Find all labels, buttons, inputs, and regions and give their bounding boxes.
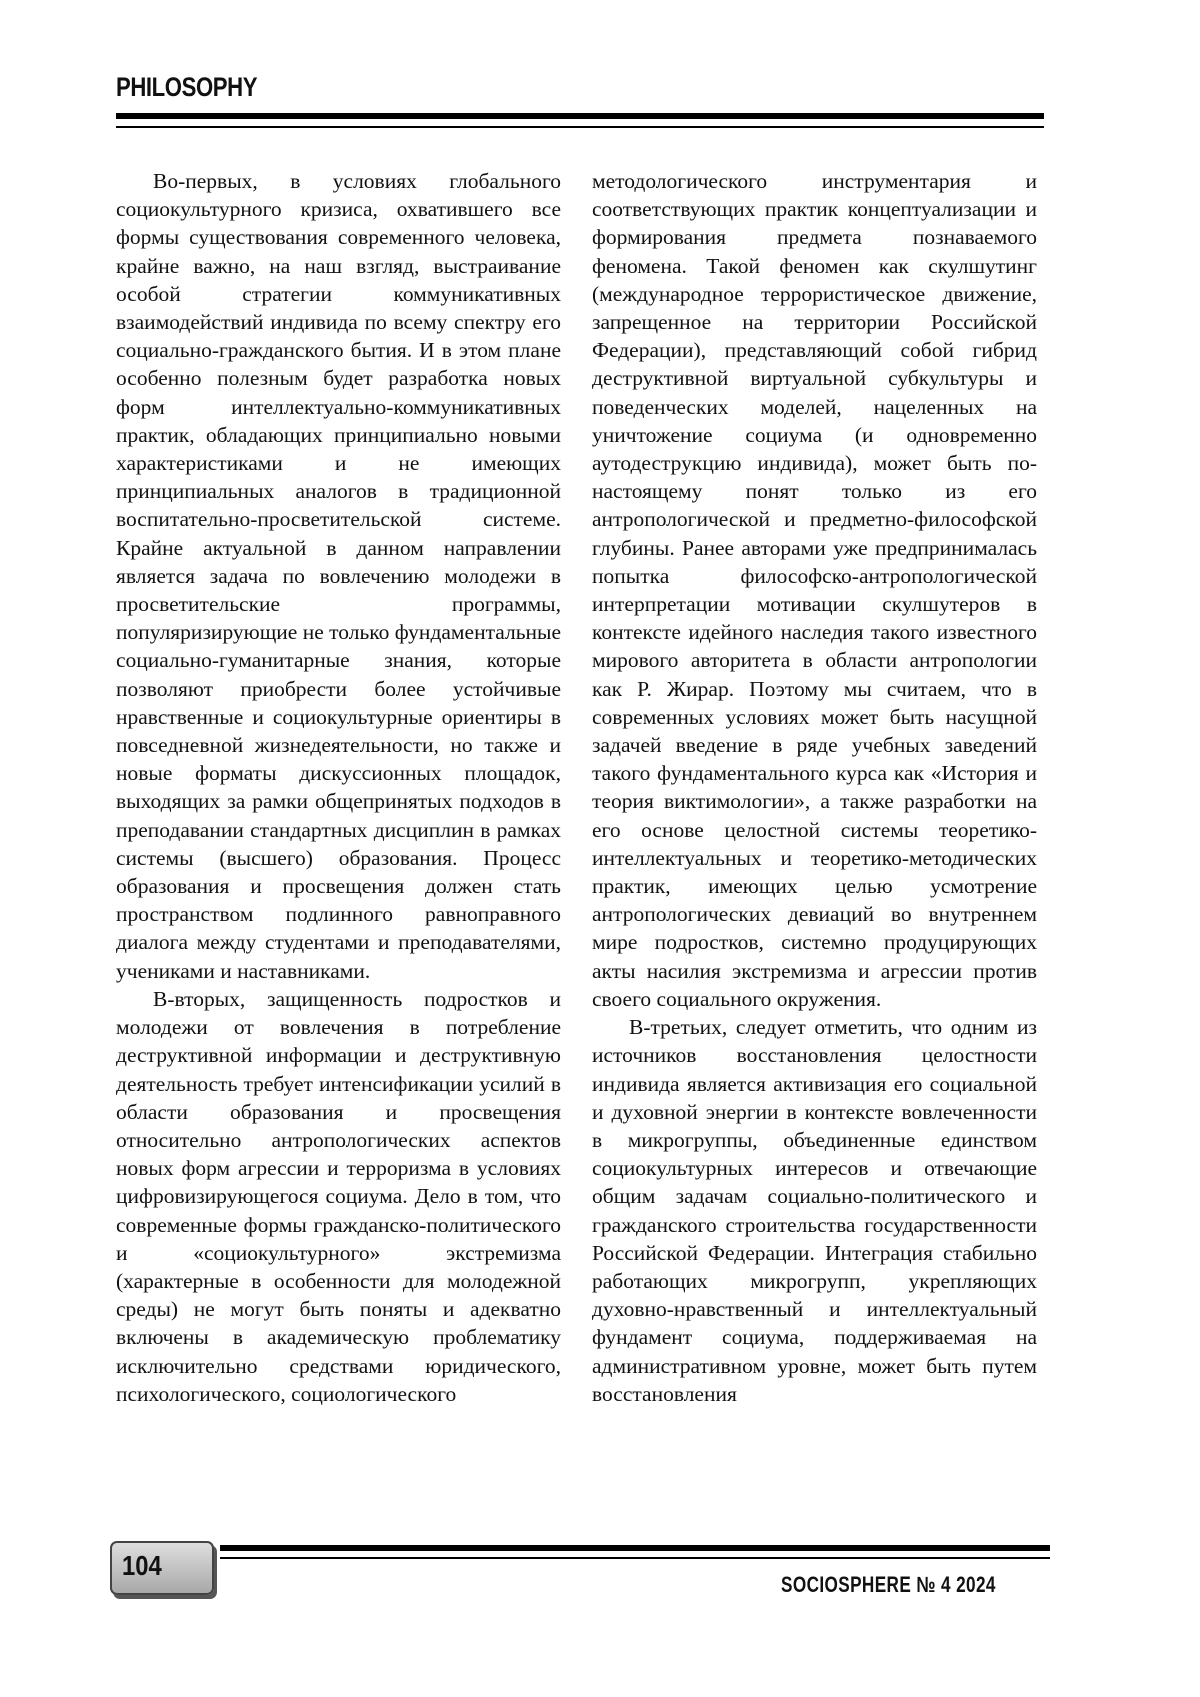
paragraph-firstly: Во-первых, в условиях глобального социокультурного кризиса, охватившего все формы существования современного человека, крайне важно, на наш взгляд, выстраивание особой стратегии коммуникативных взаимодействий индивида по всему спектру его социально-гражданского бытия. И в этом плане особенно полезным будет разработка новых форм интеллектуально-коммуникативных практик, обладающих принципиально новыми характеристиками и не имеющих принципиальных аналогов в традиционной воспитательно-просветительской системе. Крайне актуальной в данном направлении является задача по вовлечению молодежи в просветительские программы, популяризирующие не только фундаментальные социально-гуманитарные знания, которые позволяют приобрести более устойчивые нравственные и социокультурные ориентиры в повседневной жизнедеятельности, но также и новые форматы дискуссионных площадок, выходящих за рамки общепринятых подходов в преподавании стандартных дисциплин в рамках системы (высшего) образования. Процесс образования и просвещения должен стать пространством подлинного равноправного диалога между студентами и преподавателями, учениками и наставниками. — [116, 169, 561, 983]
paragraph-continuation: методологического инструментария и соответствующих практик концептуализации и формирования предмета познаваемого феномена. Такой феномен как скулшутинг (международное террористическое движение, запрещенное на территории Российской Федерации), представляющий собой гибрид деструктивной виртуальной субкультуры и поведенческих моделей, нацеленных на уничтожение социума (и одновременно аутодеструкцию индивида), может быть по-настоящему понят только из его антропологической и предметно-философской глубины. Ранее авторами уже предпринималась попытка философско-антропологической интерпретации мотивации скулшутеров в контексте идейного наследия такого известного мирового авторитета в области антропологии как Р. Жирар. Поэтому мы считаем, что в современных условиях может быть насущной задачей введение в ряде учебных заведений такого фундаментального курса как «История и теория виктимологии», а также разработки на его основе целостной системы теоретико-интеллектуальных и теоретико-методических практик, имеющих целью усмотрение антропологических девиаций во внутреннем мире подростков, системно продуцирующих акты насилия экстремизма и агрессии против своего социального окружения. — [592, 169, 1037, 1011]
header-rule-thick — [116, 113, 1044, 119]
right-column — [592, 167, 1037, 1408]
left-column — [116, 167, 561, 1408]
paragraph-secondly: В-вторых, защищенность подростков и молодежи от вовлечения в потребление деструктивной информации и деструктивную деятельность требует интенсификации усилий в области образования и просвещения относительно антропологических аспектов новых форм агрессии и терроризма в условиях цифровизирующегося социума. Дело в том, что современные формы гражданско-политического и «социокультурного» экстремизма (характерные в особенности для молодежной среды) не могут быть поняты и адекватно включены в академическую проблематику исключительно средствами юридического, психологического, социологического — [116, 986, 561, 1406]
section-title: PHILOSOPHY — [116, 72, 258, 102]
paragraph-thirdly: В-третьих, следует отметить, что одним из источников восстановления целостности индивида является активизация его социальной и духовной энергии в контексте вовлеченности в микрогруппы, объединенные единством социокультурных интересов и отвечающие общим задачам социально-политического и гражданского строительства государственности Российской Федерации. Интеграция стабильно работающих микрогрупп, укрепляющих духовно-нравственный и интеллектуальный фундамент социума, поддерживаемая на административном уровне, может быть путем восстановления — [592, 1015, 1037, 1406]
journal-issue: SOCIOSPHERE № 4 2024 — [781, 1572, 996, 1597]
footer-rule-thin — [220, 1557, 1050, 1559]
page-number: 104 — [122, 1550, 162, 1581]
footer-rule-thick — [220, 1545, 1050, 1551]
header-rule-thin — [116, 126, 1044, 128]
